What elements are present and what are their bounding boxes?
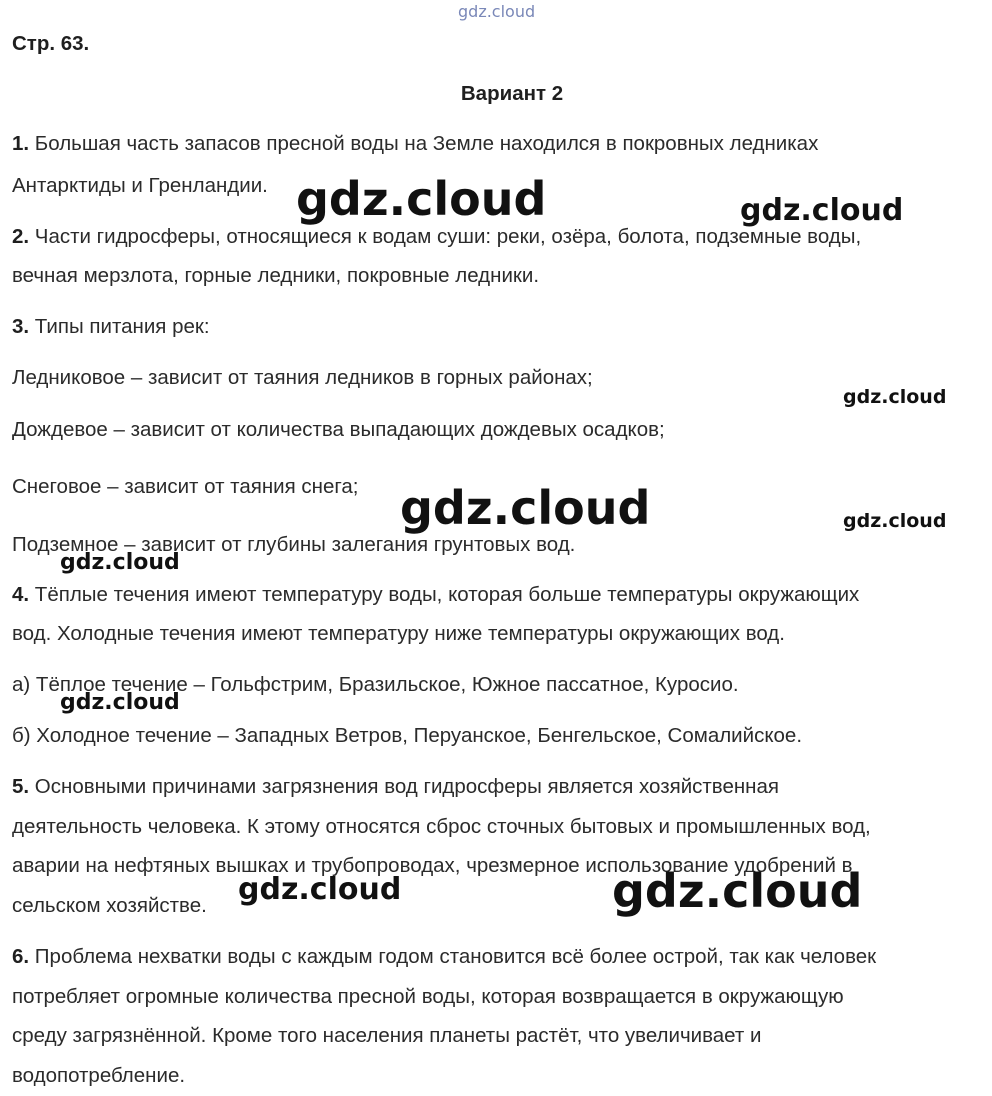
river-feed-rain: Дождевое – зависит от количества выпадающих дождевых осадков; xyxy=(12,418,665,441)
answer-number: 4. xyxy=(12,583,30,606)
watermark: gdz.cloud xyxy=(740,193,904,228)
answer-6-line-1 xyxy=(12,945,876,969)
river-feed-glacial: Ледниковое – зависит от таяния ледников в горных районах; xyxy=(12,366,593,389)
watermark: gdz.cloud xyxy=(843,510,947,532)
answer-text: Части гидросферы, относящиеся к водам суши: реки, озёра, болота, подземные воды, xyxy=(29,225,862,248)
answer-6-line-3: среду загрязнённой. Кроме того населения планеты растёт, что увеличивает и xyxy=(12,1024,762,1047)
answer-text: Проблема нехватки воды с каждым годом становится всё более острой, так как человек xyxy=(29,945,877,968)
answer-5-line-3: аварии на нефтяных вышках и трубопроводах, чрезмерное использование удобрений в xyxy=(12,854,853,877)
answer-4-line-1 xyxy=(12,583,859,607)
watermark: gdz.cloud xyxy=(612,864,863,918)
warm-currents: а) Тёплое течение – Гольфстрим, Бразильское, Южное пассатное, Куросио. xyxy=(12,673,739,696)
watermark: gdz.cloud xyxy=(843,386,947,408)
variant-heading: Вариант 2 xyxy=(460,82,564,105)
answer-6-line-4: водопотребление. xyxy=(12,1064,186,1087)
river-feed-ground: Подземное – зависит от глубины залегания грунтовых вод. xyxy=(12,533,576,556)
answer-1-line-1 xyxy=(12,132,818,156)
answer-text: Большая часть запасов пресной воды на Земле находился в покровных ледниках xyxy=(29,132,819,155)
answer-number: 3. xyxy=(12,315,30,338)
answer-text: Типы питания рек: xyxy=(29,315,210,338)
answer-number: 1. xyxy=(12,132,30,155)
watermark: gdz.cloud xyxy=(60,550,180,575)
answer-number: 2. xyxy=(12,225,30,248)
answer-5-line-2: деятельность человека. К этому относятся сброс сточных бытовых и промышленных вод, xyxy=(12,815,871,838)
watermark-top: gdz.cloud xyxy=(458,2,536,21)
answer-5-line-4: сельском хозяйстве. xyxy=(12,894,207,917)
answer-number: 6. xyxy=(12,945,30,968)
cold-currents: б) Холодное течение – Западных Ветров, Перуанское, Бенгельское, Сомалийское. xyxy=(12,724,803,747)
answer-2-line-2: вечная мерзлота, горные ледники, покровные ледники. xyxy=(12,264,540,287)
answer-6-line-2: потребляет огромные количества пресной воды, которая возвращается в окружающую xyxy=(12,985,844,1008)
answer-1-line-2: Антарктиды и Гренландии. xyxy=(12,174,268,197)
watermark: gdz.cloud xyxy=(238,872,402,907)
river-feed-snow: Снеговое – зависит от таяния снега; xyxy=(12,475,359,498)
answer-3-line-1 xyxy=(12,315,210,339)
answer-text: Тёплые течения имеют температуру воды, которая больше температуры окружающих xyxy=(29,583,860,606)
watermark: gdz.cloud xyxy=(400,481,651,535)
answer-5-line-1 xyxy=(12,775,779,799)
watermark: gdz.cloud xyxy=(296,172,547,226)
answer-2-line-1 xyxy=(12,225,861,249)
answer-text: Основными причинами загрязнения вод гидросферы является хозяйственная xyxy=(29,775,780,798)
page-reference: Стр. 63. xyxy=(12,32,90,55)
answer-number: 5. xyxy=(12,775,30,798)
watermark: gdz.cloud xyxy=(60,690,180,715)
answer-4-line-2: вод. Холодные течения имеют температуру ниже температуры окружающих вод. xyxy=(12,622,785,645)
